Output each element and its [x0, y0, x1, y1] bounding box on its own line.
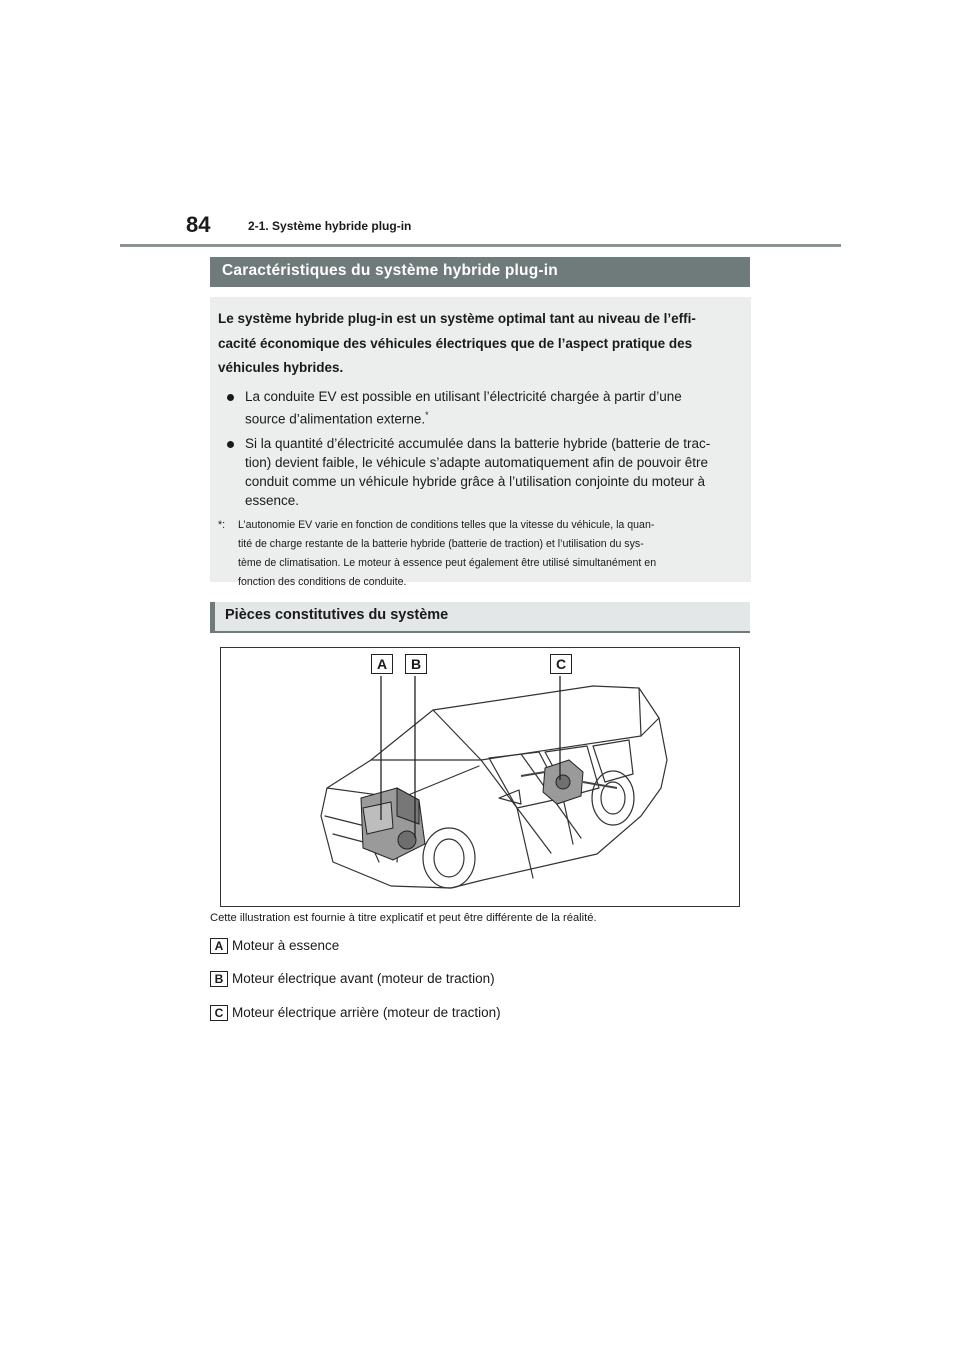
running-head: 2-1. Système hybride plug-in — [248, 219, 412, 233]
lead-line: cacité économique des véhicules électriques que de l’aspect pratique des — [218, 335, 693, 351]
bullet-icon — [227, 441, 234, 448]
legend-text-c: Moteur électrique arrière (moteur de traction) — [232, 1005, 501, 1020]
figure-caption: Cette illustration est fournie à titre explicatif et peut être différente de la réalité. — [210, 912, 597, 924]
lead-line: Le système hybride plug-in est un système optimal tant au niveau de l’effi- — [218, 311, 696, 326]
callout-b: B — [405, 654, 427, 674]
legend-letter-c: C — [210, 1005, 228, 1021]
footnote — [218, 516, 739, 592]
vehicle-illustration — [220, 647, 740, 907]
page-number: 84 — [186, 212, 211, 237]
legend-text-b: Moteur électrique avant (moteur de traction) — [232, 971, 495, 986]
legend-text-a: Moteur à essence — [232, 938, 340, 953]
lead-line: véhicules hybrides. — [218, 360, 344, 375]
bullet-line: source d’alimentation externe. — [245, 411, 426, 426]
legend-letter-a: A — [210, 938, 228, 954]
bullet-line: Si la quantité d’électricité accumulée dans la batterie hybride (batterie de trac- — [245, 436, 711, 451]
intro-box — [210, 297, 751, 588]
footnote-line: fonction des conditions de conduite. — [238, 576, 407, 588]
section-title-features: Caractéristiques du système hybride plug-in — [210, 257, 750, 287]
car-drawing-icon — [221, 648, 741, 908]
footnote-reference: * — [425, 409, 429, 420]
legend-letter-b: B — [210, 971, 228, 987]
bullet-line: essence. — [245, 493, 300, 508]
section-title-components: Pièces constitutives du système — [210, 602, 750, 633]
callout-a: A — [371, 654, 393, 674]
footnote-mark: *: — [218, 519, 226, 531]
bullet-item-ev-driving — [218, 387, 739, 429]
lead-paragraph — [218, 307, 739, 381]
bullet-item-hybrid-mode — [218, 434, 739, 510]
footnote-line: L’autonomie EV varie en fonction de conditions telles que la vitesse du véhicule, la quan- — [238, 519, 655, 531]
bullet-line: La conduite EV est possible en utilisant l’électricité chargée à partir d’une — [245, 388, 682, 404]
header-rule — [120, 244, 841, 247]
bullet-line: conduit comme un véhicule hybride grâce à l’utilisation conjointe du moteur à — [245, 474, 706, 489]
bullet-icon — [227, 394, 234, 401]
bullet-line: tion) devient faible, le véhicule s’adapte automatiquement afin de pouvoir être — [245, 455, 709, 470]
footnote-line: tème de climatisation. Le moteur à essence peut également être utilisé simultanément en — [238, 557, 657, 569]
footnote-line: tité de charge restante de la batterie hybride (batterie de traction) et l’utilisation du sys- — [238, 538, 644, 550]
callout-c: C — [550, 654, 572, 674]
